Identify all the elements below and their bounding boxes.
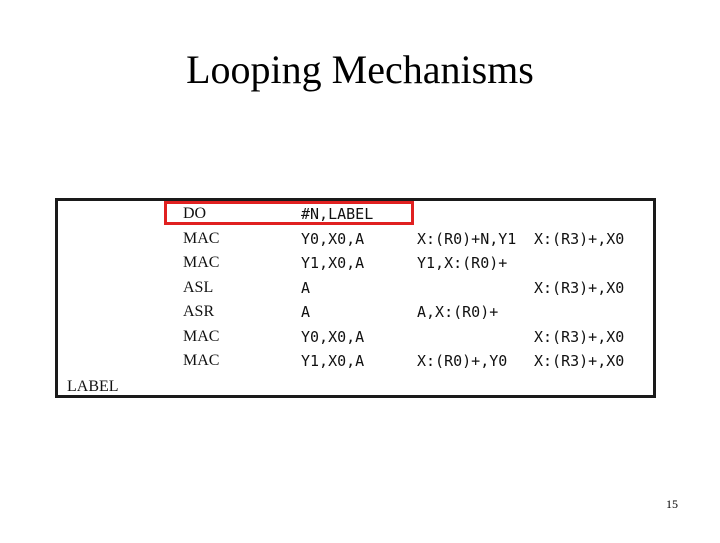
page-number: 15 — [666, 497, 678, 511]
code-operands: Y1,X0,A — [301, 352, 365, 370]
slide-title: Looping Mechanisms — [186, 47, 534, 92]
code-operands: #N,LABEL — [301, 205, 374, 223]
code-operands: Y0,X0,A — [301, 230, 365, 248]
code-opcode: MAC — [183, 230, 220, 247]
code-row-mac-4 — [58, 349, 625, 373]
code-opcode: MAC — [183, 328, 220, 345]
code-operands: A — [301, 303, 311, 321]
code-opcode: ASL — [183, 279, 214, 296]
assembly-code-listing — [55, 198, 656, 398]
code-opcode: MAC — [183, 254, 220, 271]
code-row-mac-3 — [58, 325, 625, 349]
code-row-mac-1 — [58, 227, 625, 251]
code-row-asr — [58, 300, 499, 324]
code-operands: Y1,X0,A — [301, 254, 365, 272]
code-row-label — [58, 375, 119, 399]
code-operands: A — [301, 279, 311, 297]
code-opcode: DO — [183, 205, 207, 222]
code-x-move: X:(R0)+,Y0 — [417, 352, 508, 370]
code-x-move: A,X:(R0)+ — [417, 303, 499, 321]
code-y-move: X:(R3)+,X0 — [534, 230, 625, 248]
code-row-mac-2 — [58, 251, 508, 275]
code-x-move: Y1,X:(R0)+ — [417, 254, 508, 272]
code-operands: Y0,X0,A — [301, 328, 365, 346]
code-x-move: X:(R0)+N,Y1 — [417, 230, 517, 248]
code-y-move: X:(R3)+,X0 — [534, 279, 625, 297]
code-opcode: ASR — [183, 303, 215, 320]
code-opcode: MAC — [183, 352, 220, 369]
code-y-move: X:(R3)+,X0 — [534, 352, 625, 370]
code-y-move: X:(R3)+,X0 — [534, 328, 625, 346]
code-row-asl — [58, 276, 625, 300]
code-row-do — [58, 202, 374, 226]
code-label: LABEL — [67, 378, 119, 395]
